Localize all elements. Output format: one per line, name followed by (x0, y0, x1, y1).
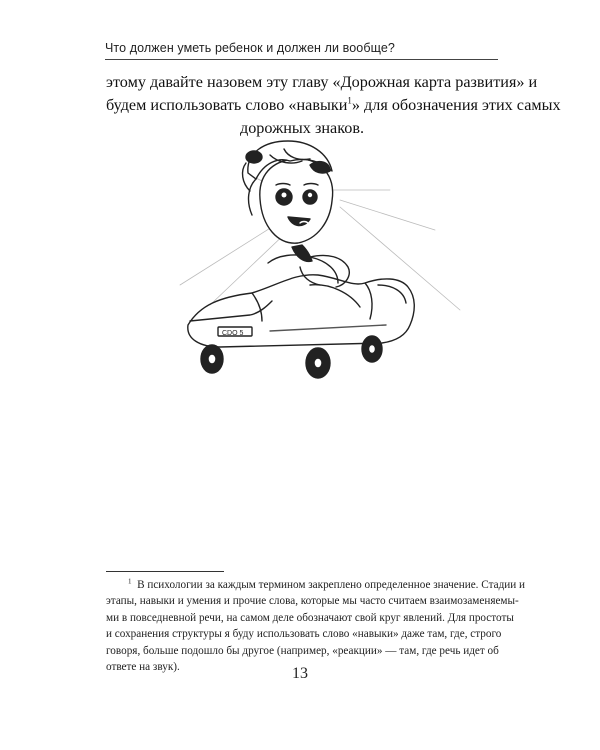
footnote-line-1-text: В психологии за каждым термином закреплено определенное значение. Стадии и (137, 579, 526, 591)
page-number: 13 (292, 665, 308, 682)
body-line-1: этому давайте назовем эту главу «Дорожная карта развития» и (106, 73, 538, 91)
header-rule (105, 59, 498, 60)
footnote (106, 577, 526, 675)
body-line-2 (106, 94, 561, 117)
footnote-line-2: этапы, навыки и умения и прочие слова, которые мы часто считаем взаимозаменяемы- (106, 595, 519, 608)
footnote-line-4: и сохранения структуры я буду использовать слово «навыки» даже там, где, строго (106, 628, 502, 641)
footnote-line-6: ответе на звук). (106, 661, 180, 674)
footnote-line-5: говоря, больше подошло бы другое (например, «реакции» — там, где речь идет об (106, 644, 499, 657)
girl-driving-toy-car-illustration (160, 135, 480, 385)
footnote-reference: 1 (347, 95, 352, 106)
body-line-2-start: будем использовать слово «навыки (106, 96, 348, 114)
footnote-rule (106, 571, 224, 572)
license-plate: CDO 5 (222, 330, 244, 337)
car-wheels (201, 336, 382, 378)
toy-car (188, 275, 414, 347)
body-line-2-end: » для обозначения этих самых (351, 96, 561, 114)
body-paragraph (106, 71, 561, 140)
footnote-marker: 1 (128, 577, 132, 586)
girl-figure (243, 141, 350, 287)
footnote-line-1 (106, 577, 526, 593)
footnote-line-3: ми в повседневной речи, на самом деле обозначают свой круг явлений. Для простоты (106, 611, 514, 624)
running-head: Что должен уметь ребенок и должен ли вообще? (105, 41, 395, 55)
body-line-3: дорожных знаков. (239, 119, 365, 137)
